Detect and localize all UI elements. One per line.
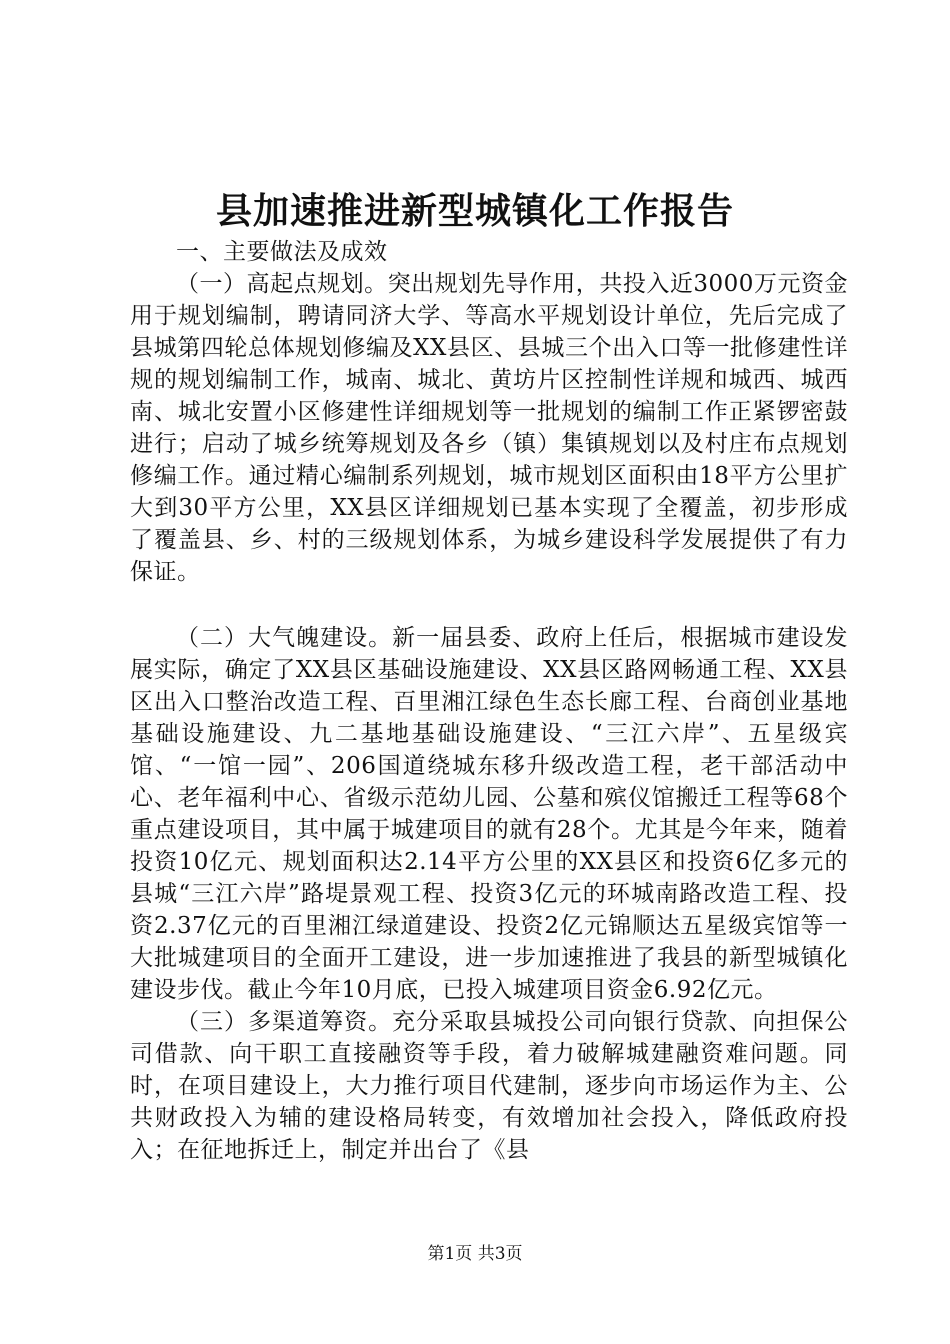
- section-heading: 一、主要做法及成效: [176, 239, 388, 265]
- page-number-footer: 第1页 共3页: [427, 1244, 523, 1264]
- document-title: 县加速推进新型城镇化工作报告: [215, 190, 734, 232]
- document-body: [130, 236, 848, 1166]
- paragraph-construction: （二）大气魄建设。新一届县委、政府上任后，根据城市建设发展实际，确定了XX县区基础设施建设、XX县区路网畅通工程、XX县区出入口整治改造工程、百里湘江绿色生态长廊工程、台商创业基地基础设施建设、九二基地基础设施建设、“三江六岸”、五星级宾馆、“一馆一园”、206国道绕城东移升级改造工程，老干部活动中心、老年福利中心、省级示范幼儿园、公墓和殡仪馆搬迁工程等68个重点建设项目，其中属于城建项目的就有28个。尤其是今年来，随着投资10亿元、规划面积达2.14平方公里的XX县区和投资6亿多元的县城“三江六岸”路堤景观工程、投资3亿元的环城南路改造工程、投资2.37亿元的百里湘江绿道建设、投资2亿元锦顺达五星级宾馆等一大批城建项目的全面开工建设，进一步加速推进了我县的新型城镇化建设步伐。截止今年10月底，已投入城建项目资金6.92亿元。: [130, 625, 848, 1003]
- paragraph-gap: [130, 588, 848, 622]
- paragraph-financing: （三）多渠道筹资。充分采取县城投公司向银行贷款、向担保公司借款、向干职工直接融资等手段，着力破解城建融资难问题。同时，在项目建设上，大力推行项目代建制，逐步向市场运作为主、公共财政投入为辅的建设格局转变，有效增加社会投入，降低政府投入；在征地拆迁上，制定并出台了《县: [130, 1009, 848, 1163]
- paragraph-planning: （一）高起点规划。突出规划先导作用，共投入近3000万元资金用于规划编制，聘请同济大学、等高水平规划设计单位，先后完成了县城第四轮总体规划修编及XX县区、县城三个出入口等一批修建性详规的规划编制工作，城南、城北、黄坊片区控制性详规和城西、城西南、城北安置小区修建性详细规划等一批规划的编制工作正紧锣密鼓进行；启动了城乡统筹规划及各乡（镇）集镇规划以及村庄布点规划修编工作。通过精心编制系列规划，城市规划区面积由18平方公里扩大到30平方公里，XX县区详细规划已基本实现了全覆盖，初步形成了覆盖县、乡、村的三级规划体系，为城乡建设科学发展提供了有力保证。: [130, 271, 848, 585]
